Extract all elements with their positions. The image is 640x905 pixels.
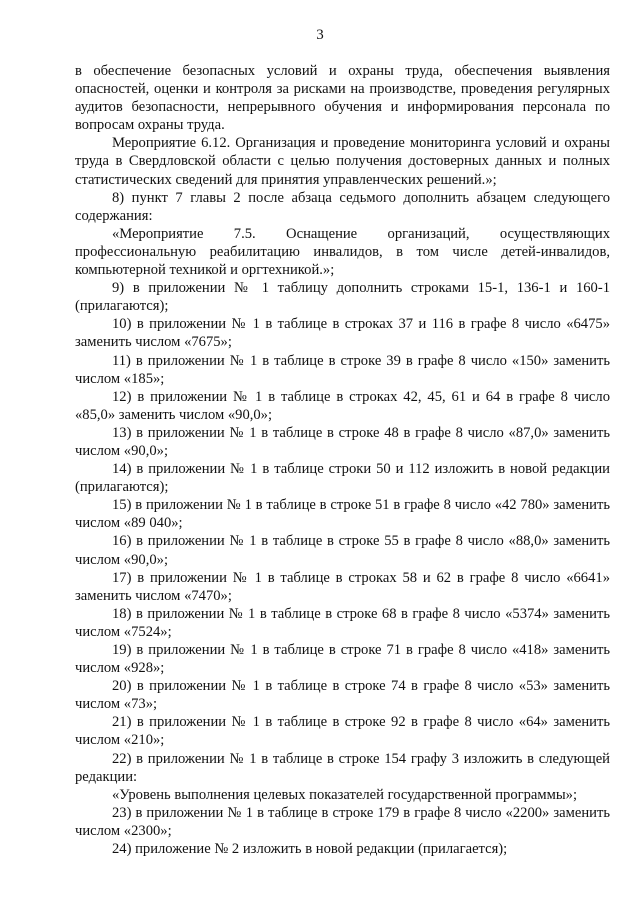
paragraph: 21) в приложении № 1 в таблице в строке 92 в графе 8 число «64» заменить числом «210»; xyxy=(75,714,610,749)
paragraph: 9) в приложении № 1 таблицу дополнить строками 15-1, 136-1 и 160-1 (прилагаются); xyxy=(75,280,610,315)
paragraph: 11) в приложении № 1 в таблице в строке 39 в графе 8 число «150» заменить числом «185»; xyxy=(75,352,610,387)
paragraph: «Мероприятие 7.5. Оснащение организаций, осуществляющих профессиональную реабилитацию инвалидов, в том числе детей-инвалидов, компьютерной техникой и оргтехникой.»; xyxy=(75,225,610,279)
document-body xyxy=(75,62,610,858)
paragraph: 13) в приложении № 1 в таблице в строке 48 в графе 8 число «87,0» заменить числом «90,0»; xyxy=(75,424,610,459)
page-number: 3 xyxy=(316,27,324,43)
paragraph: в обеспечение безопасных условий и охраны труда, обеспечения выявления опасностей, оценки и контроля за рисками на производстве, проведения регулярных аудитов безопасности, непрерывного обучения и информирования персонала по вопросам охраны труда. xyxy=(75,63,610,134)
paragraph: 24) приложение № 2 изложить в новой редакции (прилагается); xyxy=(112,841,508,858)
paragraph: 8) пункт 7 главы 2 после абзаца седьмого дополнить абзацем следующего содержания: xyxy=(75,189,610,224)
paragraph: 14) в приложении № 1 в таблице строки 50 и 112 изложить в новой редакции (прилагаются); xyxy=(75,461,610,496)
paragraph: 15) в приложении № 1 в таблице в строке 51 в графе 8 число «42 780» заменить числом «89 040»; xyxy=(75,497,610,532)
paragraph: Мероприятие 6.12. Организация и проведение мониторинга условий и охраны труда в Свердловской области с целью получения достоверных данных и полных статистических сведений для принятия управленческих решений.»; xyxy=(75,135,610,188)
paragraph: 23) в приложении № 1 в таблице в строке 179 в графе 8 число «2200» заменить числом «2300»; xyxy=(75,804,610,839)
paragraph: 20) в приложении № 1 в таблице в строке 74 в графе 8 число «53» заменить числом «73»; xyxy=(75,678,610,713)
paragraph: 18) в приложении № 1 в таблице в строке 68 в графе 8 число «5374» заменить числом «7524»; xyxy=(75,605,610,640)
paragraph: 10) в приложении № 1 в таблице в строках 37 и 116 в графе 8 число «6475» заменить числом «7675»; xyxy=(75,316,610,351)
paragraph: 22) в приложении № 1 в таблице в строке 154 графу 3 изложить в следующей редакции: xyxy=(75,750,610,785)
paragraph: 12) в приложении № 1 в таблице в строках 42, 45, 61 и 64 в графе 8 число «85,0» заменить числом «90,0»; xyxy=(75,388,610,423)
paragraph: 19) в приложении № 1 в таблице в строке 71 в графе 8 число «418» заменить числом «928»; xyxy=(75,642,610,677)
paragraph: «Уровень выполнения целевых показателей государственной программы»; xyxy=(112,786,578,803)
paragraph: 16) в приложении № 1 в таблице в строке 55 в графе 8 число «88,0» заменить числом «90,0»; xyxy=(75,533,610,568)
paragraph: 17) в приложении № 1 в таблице в строках 58 и 62 в графе 8 число «6641» заменить числом «7470»; xyxy=(75,569,610,604)
